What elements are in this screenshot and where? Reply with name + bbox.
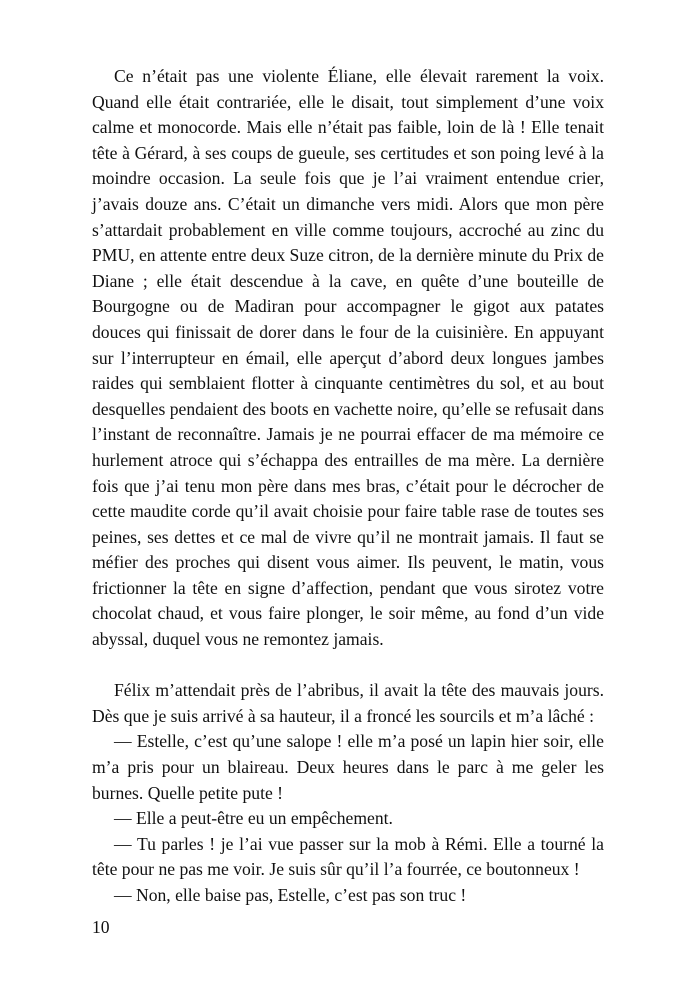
paragraph-eliane: Ce n’était pas une violente Éliane, elle élevait rarement la voix. Quand elle était contrariée, elle le disait, tout simplement d’une voix calme et monocorde. Mais elle n’était pas faible, loin de là ! Elle tenait tête à Gérard, à ses coups de gueule, ses certitudes et son poing levé à la moindre occasion. La seule fois que je l’ai vraiment entendue crier, j’avais douze ans. C’était un dimanche vers midi. Alors que mon père s’attardait probablement en ville comme toujours, accroché au zinc du PMU, en attente entre deux Suze citron, de la dernière minute du Prix de Diane ; elle était descendue à la cave, en quête d’une bouteille de Bourgogne ou de Madiran pour accompagner le gigot aux patates douces qui finissait de dorer dans le four de la cuisinière. En appuyant sur l’interrupteur en émail, elle aperçut d’abord deux longues jambes raides qui semblaient flotter à cinquante centimètres du sol, et au bout desquelles pendaient des boots en vachette noire, qu’elle se refusait dans l’instant de reconnaître. Jamais je ne pourrai effacer de ma mémoire ce hurlement atroce qui s’échappa des entrailles de ma mère. La dernière fois que j’ai tenu mon père dans mes bras, c’était pour le décrocher de cette maudite corde qu’il avait choisie pour faire table rase de toutes ses peines, ses dettes et ce mal de vivre qu’il ne montrait jamais. Il faut se méfier des proches qui disent vous aimer. Ils peuvent, le matin, vous frictionner la tête en signe d’affection, pendant que vous sirotez votre chocolat chaud, et vous faire plonger, le soir même, au fond d’un vide abyssal, duquel vous ne remontez jamais. — [92, 66, 604, 650]
book-page-text — [92, 64, 604, 909]
dialogue-line: — Estelle, c’est qu’une salope ! elle m’a posé un lapin hier soir, elle m’a pris pour un blaireau. Deux heures dans le parc à me geler les burnes. Quelle petite pute ! — [92, 731, 604, 803]
dialogue-line: — Tu parles ! je l’ai vue passer sur la mob à Rémi. Elle a tourné la tête pour ne pas me voir. Je suis sûr qu’il l’a fourrée, ce boutonneux ! — [92, 833, 604, 880]
page-number: 10 — [92, 917, 110, 937]
dialogue-line: — Elle a peut-être eu un empêchement. — [114, 808, 393, 829]
dialogue-line: — Non, elle baise pas, Estelle, c’est pas son truc ! — [114, 885, 467, 905]
paragraph-felix-abribus: Félix m’attendait près de l’abribus, il avait la tête des mauvais jours. Dès que je suis arrivé à sa hauteur, il a froncé les sourcils et m’a lâché : — [92, 680, 604, 726]
